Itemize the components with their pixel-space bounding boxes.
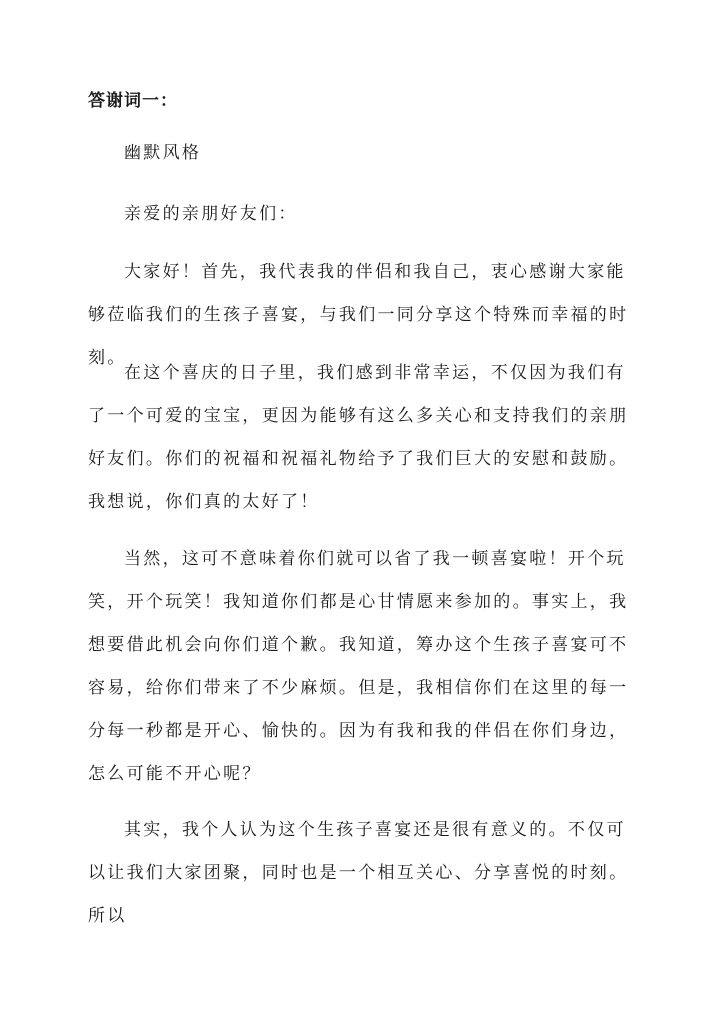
paragraph-2: 在这个喜庆的日子里，我们感到非常幸运，不仅因为我们有了一个可爱的宝宝，更因为能够有这么多关心和支持我们的亲朋好友们。你们的祝福和祝福礼物给予了我们巨大的安慰和鼓励。我想说，你们真的太好了！ [88,363,629,512]
document-title: 答谢词一： [88,91,178,111]
paragraph-3: 当然，这可不意味着你们就可以省了我一顿喜宴啦！开个玩笑，开个玩笑！我知道你们都是心甘情愿来参加的。事实上，我想要借此机会向你们道个歉。我知道，筹办这个生孩子喜宴可不容易，给你们带来了不少麻烦。但是，我相信你们在这里的每一分每一秒都是开心、愉快的。因为有我和我的伴侣在你们身边，怎么可能不开心呢？ [88,549,629,784]
greeting-line: 亲爱的亲朋好友们： [124,204,298,224]
style-label: 幽默风格 [124,143,202,163]
paragraph-4: 其实，我个人认为这个生孩子喜宴还是很有意义的。不仅可以让我们大家团聚，同时也是一个相互关心、分享喜悦的时刻。所以 [88,820,629,926]
paragraph-1: 大家好！首先，我代表我的伴侣和我自己，衷心感谢大家能够莅临我们的生孩子喜宴，与我们一同分享这个特殊而幸福的时刻。 [88,262,629,368]
